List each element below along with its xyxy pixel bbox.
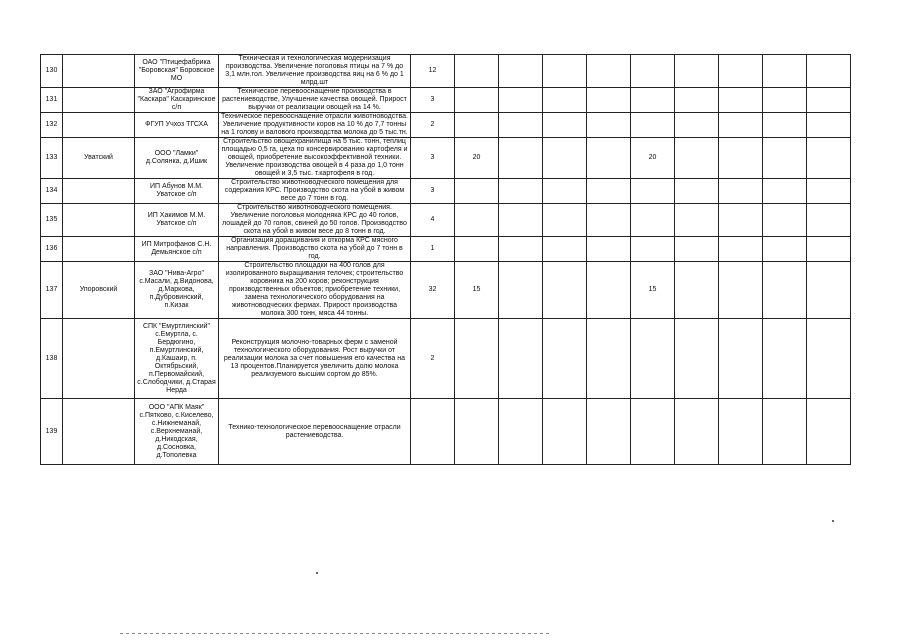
value-cell: 32 (411, 262, 455, 319)
empty-cell (763, 138, 807, 179)
value-cell: 3 (411, 88, 455, 113)
district-name: Упоровский (63, 262, 135, 319)
value-cell (631, 399, 675, 465)
empty-cell (499, 399, 543, 465)
empty-cell (807, 113, 851, 138)
empty-cell (543, 55, 587, 88)
empty-cell (719, 319, 763, 399)
project-description: Организация доращивания и откорма КРС мясного направления. Производство скота на убой до 7 тонн в год. (219, 237, 411, 262)
project-description: Техническая и технологическая модернизация производства. Увеличение поголовья птицы на 7 % до 3,1 млн.гол. Увеличение производства яиц на 6 % до 1 млрд.шт (219, 55, 411, 88)
scan-artifact-line (120, 633, 550, 634)
value-cell: 20 (455, 138, 499, 179)
organization-name: ИП Митрофанов С.Н. Демьянское с/п (135, 237, 219, 262)
value-cell: 1 (411, 237, 455, 262)
empty-cell (587, 138, 631, 179)
empty-cell (587, 88, 631, 113)
value-cell (455, 204, 499, 237)
district-name: Уватский (63, 138, 135, 179)
empty-cell (675, 113, 719, 138)
organization-name: ФГУП Учхоз ТГСХА (135, 113, 219, 138)
table-body (41, 55, 851, 465)
project-description: Технико-технологическое перевооснащение отрасли растениеводства. (219, 399, 411, 465)
empty-cell (675, 204, 719, 237)
row-number: 137 (41, 262, 63, 319)
value-cell (411, 399, 455, 465)
value-cell (455, 237, 499, 262)
row-number: 138 (41, 319, 63, 399)
empty-cell (675, 55, 719, 88)
empty-cell (719, 55, 763, 88)
empty-cell (719, 113, 763, 138)
table-row (41, 204, 851, 237)
empty-cell (763, 237, 807, 262)
row-number: 136 (41, 237, 63, 262)
project-description: Техническое перевооснащение отрасли животноводства. Увеличение продуктивности коров на 10 % до 7,7 тонны на 1 голову и валового производства молока до 5 тыс.тн. (219, 113, 411, 138)
project-description: Строительство животноводческого помещения. Увеличение поголовья молодняка КРС до 40 голов, лошадей до 70 голов, свиней до 50 голов. Производство скота на убой в живом весе до 8 тонн в год. (219, 204, 411, 237)
empty-cell (807, 319, 851, 399)
row-number: 130 (41, 55, 63, 88)
district-name (63, 113, 135, 138)
empty-cell (499, 113, 543, 138)
district-name (63, 204, 135, 237)
project-description: Реконструкция молочно-товарных ферм с заменой технологического оборудования. Рост выручки от реализации молока за счет повышения его качества на 13 процентов.Планируется увеличить долю молока реализуемого высшим сортом до 85%. (219, 319, 411, 399)
organization-name: ОАО "Птицефабрика "Боровская" Боровское МО (135, 55, 219, 88)
row-number: 131 (41, 88, 63, 113)
value-cell (455, 319, 499, 399)
organization-name: ООО "Ламки" д.Солянка, д.Ишик (135, 138, 219, 179)
value-cell (631, 55, 675, 88)
value-cell (455, 399, 499, 465)
empty-cell (807, 399, 851, 465)
value-cell: 20 (631, 138, 675, 179)
organization-name: ООО "АПК Маяк" с.Пятково, с.Киселево, с.Нижнеманай, с.Верхнеманай, д.Никодская, д.Сосновка, д.Тополевка (135, 399, 219, 465)
empty-cell (675, 399, 719, 465)
table-row (41, 262, 851, 319)
empty-cell (499, 319, 543, 399)
empty-cell (763, 55, 807, 88)
value-cell: 3 (411, 138, 455, 179)
empty-cell (807, 204, 851, 237)
district-name (63, 179, 135, 204)
empty-cell (675, 179, 719, 204)
empty-cell (543, 88, 587, 113)
empty-cell (719, 204, 763, 237)
empty-cell (587, 55, 631, 88)
value-cell (455, 88, 499, 113)
empty-cell (807, 262, 851, 319)
value-cell (631, 88, 675, 113)
empty-cell (719, 262, 763, 319)
empty-cell (499, 204, 543, 237)
empty-cell (587, 113, 631, 138)
row-number: 135 (41, 204, 63, 237)
empty-cell (587, 262, 631, 319)
value-cell: 15 (455, 262, 499, 319)
table-row (41, 237, 851, 262)
value-cell (455, 55, 499, 88)
empty-cell (587, 319, 631, 399)
empty-cell (543, 237, 587, 262)
value-cell: 3 (411, 179, 455, 204)
empty-cell (719, 138, 763, 179)
value-cell (455, 179, 499, 204)
empty-cell (587, 204, 631, 237)
empty-cell (675, 319, 719, 399)
value-cell (631, 204, 675, 237)
empty-cell (763, 319, 807, 399)
row-number: 132 (41, 113, 63, 138)
empty-cell (543, 319, 587, 399)
empty-cell (587, 399, 631, 465)
investment-projects-table (40, 54, 851, 465)
district-name (63, 399, 135, 465)
empty-cell (543, 204, 587, 237)
district-name (63, 55, 135, 88)
empty-cell (499, 262, 543, 319)
empty-cell (719, 179, 763, 204)
scan-artifact-dot (316, 572, 318, 574)
empty-cell (719, 88, 763, 113)
value-cell: 2 (411, 319, 455, 399)
table-row (41, 319, 851, 399)
table-row (41, 88, 851, 113)
empty-cell (499, 179, 543, 204)
scan-artifact-dot (832, 520, 834, 522)
table-row (41, 179, 851, 204)
empty-cell (543, 262, 587, 319)
organization-name: СПК "Емуртлинский" с.Емуртла, с. Бердюгино, п.Емуртлинский, д.Кашаир, п. Октябрьский, п.Первомайский, с.Слободчики, д.Старая Нерда (135, 319, 219, 399)
empty-cell (719, 399, 763, 465)
district-name (63, 319, 135, 399)
value-cell: 2 (411, 113, 455, 138)
project-description: Строительство животноводческого помещения для содержания КРС. Производство скота на убой в живом весе до 7 тонн в год. (219, 179, 411, 204)
empty-cell (763, 262, 807, 319)
empty-cell (807, 138, 851, 179)
table-row (41, 399, 851, 465)
empty-cell (543, 399, 587, 465)
empty-cell (543, 113, 587, 138)
empty-cell (675, 138, 719, 179)
empty-cell (807, 237, 851, 262)
organization-name: ИП Хакимов М.М. Уватское с/п (135, 204, 219, 237)
value-cell: 4 (411, 204, 455, 237)
empty-cell (499, 138, 543, 179)
empty-cell (499, 55, 543, 88)
empty-cell (675, 237, 719, 262)
table-row (41, 113, 851, 138)
empty-cell (499, 88, 543, 113)
value-cell (631, 237, 675, 262)
value-cell (631, 179, 675, 204)
value-cell (631, 113, 675, 138)
project-description: Строительство площадки на 400 голов для изолированного выращивания телочек; строительство коровника на 200 коров; реконструкция производственных объектов; приобретение техники, замена технологического оборудования на животноводческих фермах. Прирост производства молока 300 тонн, мяса 44 тонны. (219, 262, 411, 319)
empty-cell (807, 179, 851, 204)
empty-cell (763, 204, 807, 237)
row-number: 139 (41, 399, 63, 465)
organization-name: ЗАО "Нива-Агро" с.Масали, д.Видонова, д.Маркова, п.Дубровинский, п.Кизак (135, 262, 219, 319)
value-cell (455, 113, 499, 138)
empty-cell (675, 88, 719, 113)
value-cell: 15 (631, 262, 675, 319)
district-name (63, 88, 135, 113)
value-cell (631, 319, 675, 399)
empty-cell (807, 88, 851, 113)
row-number: 133 (41, 138, 63, 179)
table-row (41, 138, 851, 179)
empty-cell (499, 237, 543, 262)
organization-name: ИП Абунов М.М. Уватское с/п (135, 179, 219, 204)
row-number: 134 (41, 179, 63, 204)
table-row (41, 55, 851, 88)
empty-cell (807, 55, 851, 88)
empty-cell (763, 113, 807, 138)
empty-cell (543, 138, 587, 179)
empty-cell (763, 179, 807, 204)
project-description: Техническое перевооснащение производства в растениеводстве, Улучшение качества овощей. Прирост выручки от реализации овощей на 14 %. (219, 88, 411, 113)
empty-cell (587, 237, 631, 262)
organization-name: ЗАО "Агрофирма "Каскара" Каскаринское с/п (135, 88, 219, 113)
value-cell: 12 (411, 55, 455, 88)
empty-cell (763, 399, 807, 465)
project-description: Строительство овощехранилища на 5 тыс. тонн, теплиц площадью 0,5 га, цеха по консервированию картофеля и овощей, приобретение высокоэффективной техники. Увеличение производства овощей в 4 раза до 1,0 тонн овощей и 3,5 тыс. т.картофеля в год. (219, 138, 411, 179)
district-name (63, 237, 135, 262)
empty-cell (587, 179, 631, 204)
empty-cell (543, 179, 587, 204)
empty-cell (719, 237, 763, 262)
empty-cell (763, 88, 807, 113)
empty-cell (675, 262, 719, 319)
